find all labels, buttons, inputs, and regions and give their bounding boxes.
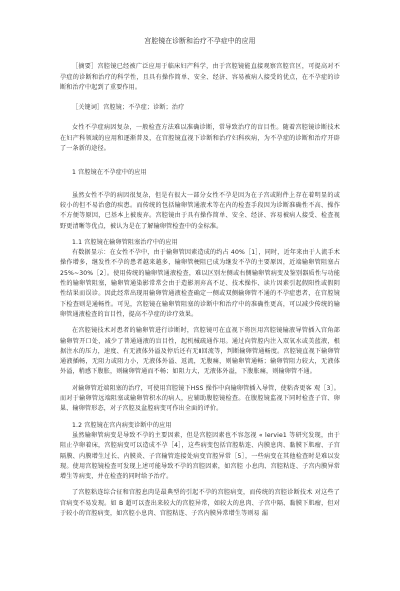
section-1-title: 1 宫腔镜在不孕症中的应用	[72, 169, 147, 177]
subsection-1-2-title: 1.2 宫腔镜在宫内病变诊断中的应用	[72, 421, 172, 429]
subsection-1-2-paragraph: 虽然输卵管病变是导致不孕的主要因素，但是宫腔因素也不容忽视 « lervie1 等研究发现，由于阻止孕卵着床，宫腔病变可以造成不孕［4］，这些病变包括宫腔粘连、内膜息肉、黏膜下肌瘤、子宫隔膜、内膜增生过长、内膜炎、子宫输管连接处病变宫腔异常［5］，一些病变在其他检查时是难以发现。使用宫腔镜检查可发现上述可能导致不孕的宫腔因素，如宫腔 小息肉、宫腔粘连、子宫内膜异常增生等病变，并在检查的同时给予治疗。	[60, 431, 340, 481]
keywords-label: ［关键词］	[72, 104, 104, 112]
subsection-1-1-paragraph: 有数据显示：在女性不孕中，由于输卵管因素造成的约占 40%［1］，同时，近年来由于人流手术操作增多，继发性不孕的患者越来越多，输卵管梗阻已成为继发不孕的主要原因，近端输卵管阻塞占 25%~30%［2］。使用传统的输卵管通液检查，难以区别左侧或右侧输卵管病变及鉴别器质性与功能性的输卵管阻塞，输卵管通染影常常会由于造影剂弃高不足、技术操作、读片因素引起假阳性或假阴性结果而误诊。因此经常出现用输卵管通液检查确定一侧或双侧输卵管不通的不孕症患者，在宫腔镜下检查则是通畅性。可见，宫腔镜在输卵管阻塞的诊断中和治疗中的准确性更高，可以减少传统的输卵管通液检查的盲目性，提高不孕症的诊疗效果。	[60, 249, 340, 318]
subsection-1-1-paragraph: 在宫腔镜技术对患者的输卵管进行诊断时，宫腔镜可在直视下将医用宫腔镜输液导管插入宫角部输卵管开口处，减少了普通通液的盲目性，起机械疏通作用。通过向管腔内注入双氧水或美蓝液，根据注水的压力，速度、有无液体外溢及停后还有无Ⅱ回流等，判断输卵管通畅度。宫腔镜直视下输卵管通液插畅，无阻力或阻力小，无液体外溢、返流，无腹痛，则输卵管通畅；输卵管阻力较大，无液体外溢，稍感下腹胀，则输卵管通而不畅；如阻力大，无液体外溢，下腹胀痛，则输卵管不通。	[60, 327, 340, 376]
subsection-1-1-title: 1.1 宫腔镜在输卵管阻塞治疗中的应用	[72, 238, 178, 246]
abstract-paragraph	[60, 62, 340, 93]
subsection-1-1-paragraph: 对输卵管近端阻塞的治疗，可使用宫腔镜下HSS 操作中向输卵管插入导管，使粘杏更客 观［3］。而对于输卵管远端阻塞或输卵管积水的病人，应辅助腹腔镜检查。在腹腔镜监视下同时检查子宫、卵巢、输卵管形态，对子宫腔及盆腔病变可作出全面的评价。	[60, 384, 340, 413]
section-1-paragraph: 虽然女性不孕的病因很复杂，但是有很大一部分女性不孕是因为在子宫或附件上存在着明显的或较小的但不易治愈的疾患。而传统的包括输卵管通液术等在内的检查手段因为诊断准确性不高、操作不方便等原因，已基本上被废弃。宫腔镜由于具有操作简单、安全、经济、容易被病人接受、检查视野更清晰等优点，被认为是在了解输卵管检查中的金标准。	[60, 191, 340, 230]
keywords-text: 宫腔镜；不孕症；诊断；治疗	[103, 104, 185, 112]
abstract-label: ［摘要］	[72, 63, 98, 71]
keywords-paragraph	[60, 103, 340, 113]
subsection-1-2-paragraph: 了宫腔粘连综合征和宫腔息肉是最典型的引起不孕的宫腔病变，而传统的宫腔诊断技术 对这些了宫病变不易发现。如 B 超可以查出来较大的宫腔异常，如较大的息肉、子宫中隔、黏膜下肌瘤，但对于较小的宫腔病变，如宫腔小息肉、宫腔粘连、子宫内膜异常增生等则易 漏	[60, 489, 340, 517]
intro-paragraph: 女性不孕症病因复杂，一般检查方法难以准确诊断，常导致治疗的盲目性。随着宫腔镜诊断技术在妇产科领域的应用和逐渐普及，在宫腔镜直视下诊断和治疗妇科疾病，为不孕症的诊断和治疗开辟了一条新的途径。	[60, 124, 340, 153]
abstract-text: 宫腔镜已经被广泛应用于临床妇产科学，由于宫腔镜能直接观察宫腔宫区，可提高对不孕症的诊断和治疗的科学性，且具有操作简单、安全、经济、容易被病人接受的优点，在不孕症的诊断和治疗中起到了重要作用。	[60, 63, 340, 91]
article-title: 宫腔镜在诊断和治疗不孕症中的应用	[144, 37, 256, 45]
